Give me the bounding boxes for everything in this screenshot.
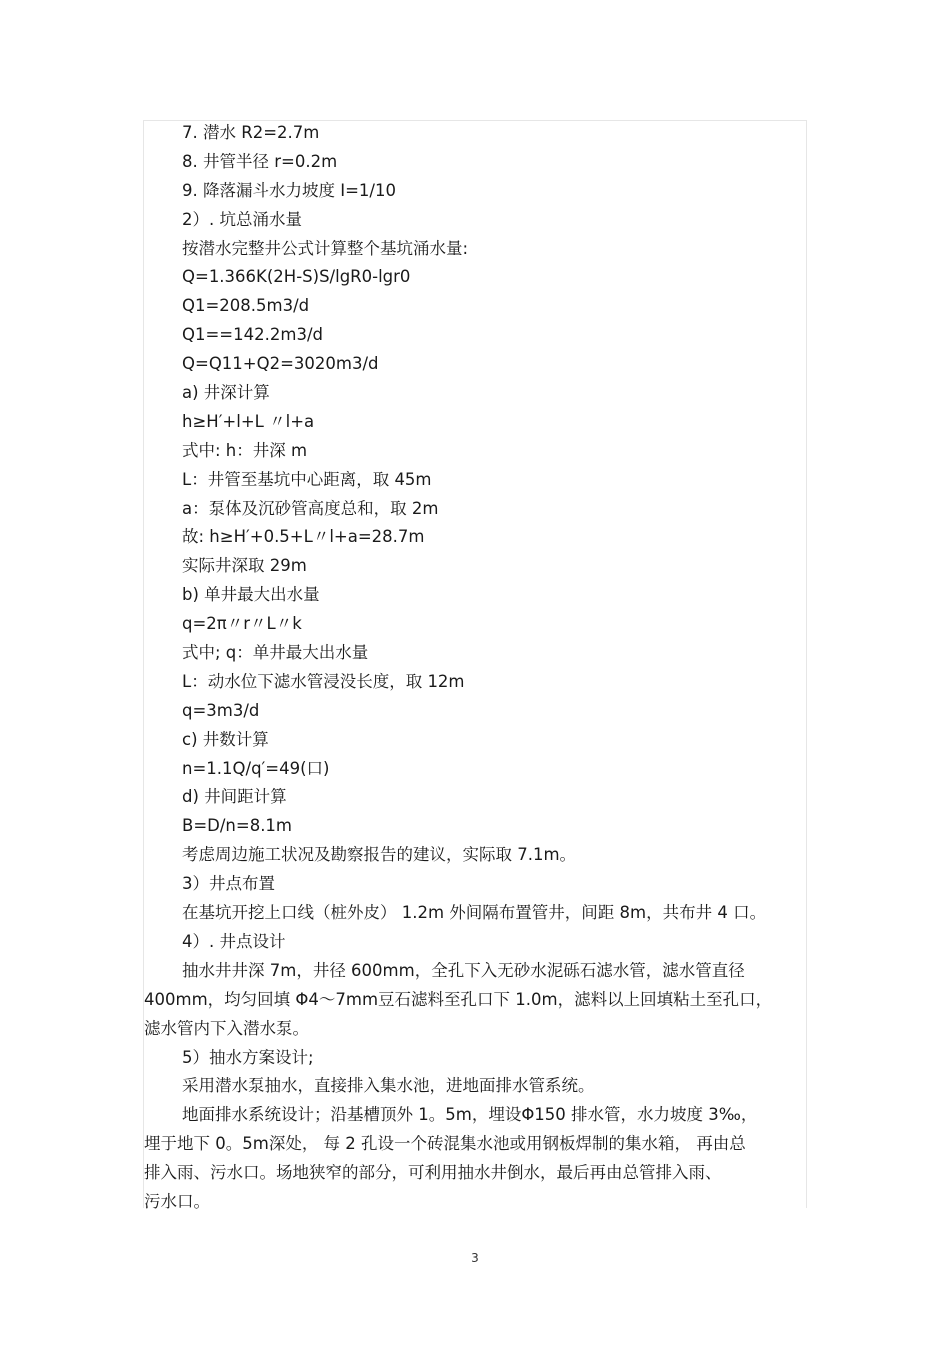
text-line: 8. 井管半径 r=0.2m: [182, 151, 338, 171]
text-line: 按潜水完整井公式计算整个基坑涌水量:: [182, 238, 469, 258]
text-line: 污水口。: [144, 1191, 210, 1211]
text-line: 式中; q：单井最大出水量: [182, 643, 369, 663]
text-line: 在基坑开挖上口线（桩外皮） 1.2m 外间隔布置管井，间距 8m，共布井 4 口。: [182, 903, 767, 923]
formula-line: B=D/n=8.1m: [182, 816, 293, 836]
subsection-heading: a) 井深计算: [182, 383, 270, 403]
text-line: 式中: h：井深 m: [182, 440, 308, 460]
formula-line: h≥H′+l+L 〃l+a: [182, 411, 315, 431]
text-line: 地面排水系统设计；沿基槽顶外 1。5m，埋设Φ150 排水管，水力坡度 3‰，: [182, 1105, 758, 1125]
section-heading: 2）. 坑总涌水量: [182, 209, 302, 229]
text-line: 采用潜水泵抽水，直接排入集水池，进地面排水管系统。: [182, 1076, 595, 1096]
formula-line: Q1=208.5m3/d: [182, 296, 310, 316]
text-line: 埋于地下 0。5m深处， 每 2 孔设一个砖混集水池或用钢板焊制的集水箱， 再由总: [144, 1134, 746, 1154]
text-line: 9. 降落漏斗水力坡度 I=1/10: [182, 180, 396, 200]
text-line: 7. 潜水 R2=2.7m: [182, 123, 320, 142]
section-heading: 3）井点布置: [182, 874, 275, 894]
subsection-heading: b) 单井最大出水量: [182, 585, 320, 605]
formula-line: q=2π〃r〃L〃k: [182, 614, 302, 634]
text-line: 抽水井井深 7m，井径 600mm，全孔下入无砂水泥砾石滤水管，滤水管直径: [182, 960, 745, 980]
text-line: 400mm，均匀回填 Φ4～7mm豆石滤料至孔口下 1.0m，滤料以上回填粘土至孔口，: [144, 989, 773, 1009]
subsection-heading: c) 井数计算: [182, 729, 269, 749]
formula-line: q=3m3/d: [182, 700, 260, 720]
text-line: L：井管至基坑中心距离，取 45m: [182, 469, 432, 489]
text-line: 排入雨、污水口。场地狭窄的部分，可利用抽水井倒水，最后再由总管排入雨、: [144, 1163, 722, 1183]
text-line: 实际井深取 29m: [182, 556, 307, 576]
formula-line: Q=Q11+Q2=3020m3/d: [182, 354, 379, 374]
subsection-heading: d) 井间距计算: [182, 787, 287, 807]
text-line: a：泵体及沉砂管高度总和，取 2m: [182, 498, 439, 518]
formula-line: 故: h≥H′+0.5+L〃l+a=28.7m: [182, 527, 425, 547]
page-number: 3: [471, 1251, 479, 1265]
formula-line: Q=1.366K(2H-S)S/lgR0-lgr0: [182, 267, 411, 287]
text-line: 考虑周边施工状况及勘察报告的建议，实际取 7.1m。: [182, 845, 577, 865]
section-heading: 4）. 井点设计: [182, 931, 286, 951]
formula-line: n=1.1Q/q′=49(口): [182, 758, 330, 778]
document-body: [144, 119, 808, 1217]
text-line: 滤水管内下入潜水泵。: [144, 1018, 309, 1038]
formula-line: Q1==142.2m3/d: [182, 325, 323, 345]
section-heading: 5）抽水方案设计;: [182, 1047, 314, 1067]
text-line: L：动水位下滤水管浸没长度，取 12m: [182, 671, 465, 691]
